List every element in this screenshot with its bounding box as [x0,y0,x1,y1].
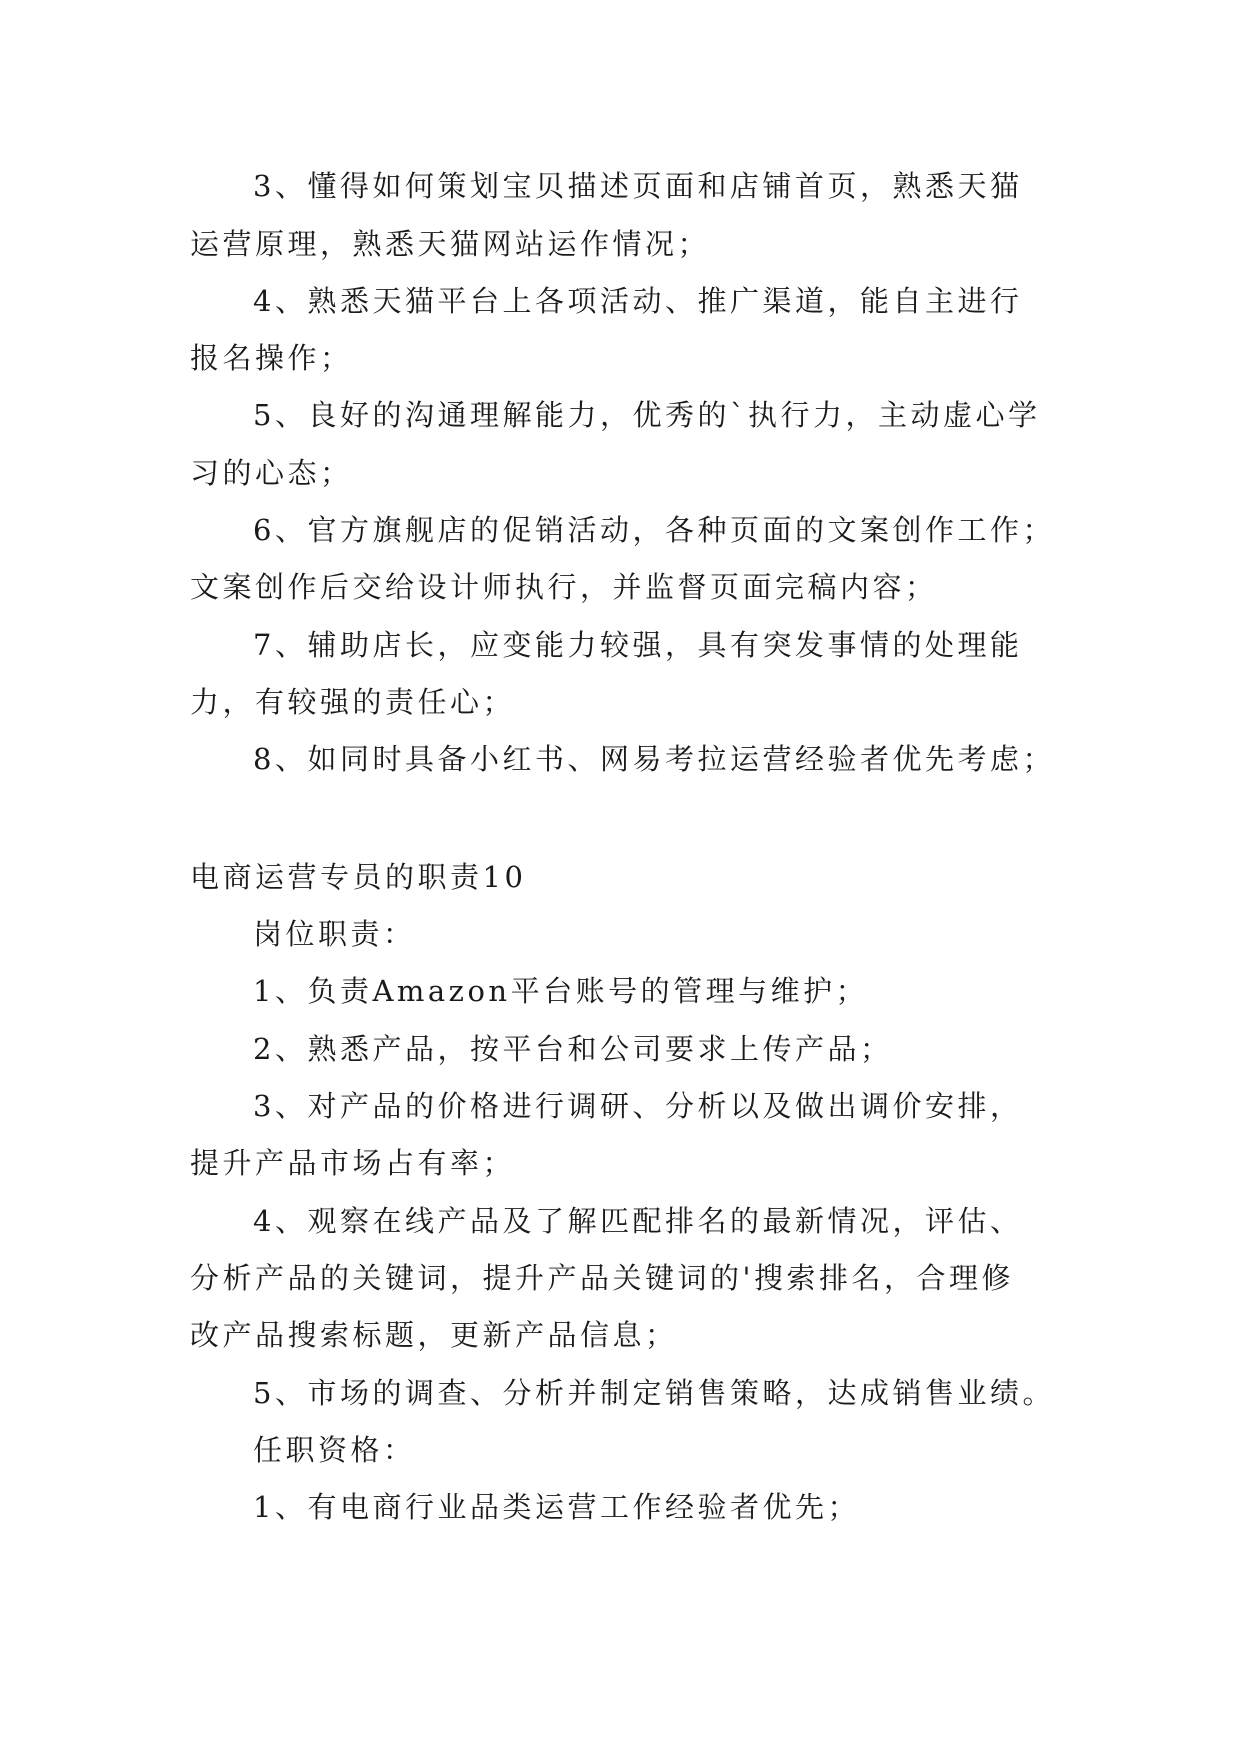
paragraph-line: 1、有电商行业品类运营工作经验者优先； [253,1490,860,1524]
section-heading: 电商运营专员的职责10 [190,860,527,894]
subheading-line: 岗位职责： [253,917,416,951]
paragraph-line: 7、辅助店长，应变能力较强，具有突发事情的处理能 [253,628,1023,662]
paragraph-line: 6、官方旗舰店的促销活动，各种页面的文案创作工作； [253,513,1055,547]
paragraph-line: 3、对产品的价格进行调研、分析以及做出调价安排， [253,1089,1023,1123]
paragraph-line: 4、熟悉天猫平台上各项活动、推广渠道，能自主进行 [253,284,1023,318]
paragraph-line: 4、观察在线产品及了解匹配排名的最新情况，评估、 [253,1204,1023,1238]
paragraph-line: 5、市场的调查、分析并制定销售策略，达成销售业绩。 [253,1376,1055,1410]
paragraph-line: 3、懂得如何策划宝贝描述页面和店铺首页，熟悉天猫 [253,169,1023,203]
paragraph-line: 力，有较强的责任心； [190,685,516,719]
paragraph-line: 改产品搜索标题，更新产品信息； [190,1318,678,1352]
paragraph-line: 文案创作后交给设计师执行，并监督页面完稿内容； [190,570,938,604]
paragraph-line: 提升产品市场占有率； [190,1146,516,1180]
paragraph-line: 报名操作； [190,341,353,375]
paragraph-line: 分析产品的关键词，提升产品关键词的'搜索排名，合理修 [190,1261,1014,1295]
paragraph-line: 习的心态； [190,456,353,490]
paragraph-line: 2、熟悉产品，按平台和公司要求上传产品； [253,1032,893,1066]
paragraph-line: 1、负责Amazon平台账号的管理与维护； [253,974,869,1008]
paragraph-line: 8、如同时具备小红书、网易考拉运营经验者优先考虑； [253,742,1055,776]
paragraph-line: 5、良好的沟通理解能力，优秀的`执行力，主动虚心学 [253,398,1041,432]
paragraph-line: 运营原理，熟悉天猫网站运作情况； [190,227,711,261]
subheading-line: 任职资格： [253,1433,416,1467]
